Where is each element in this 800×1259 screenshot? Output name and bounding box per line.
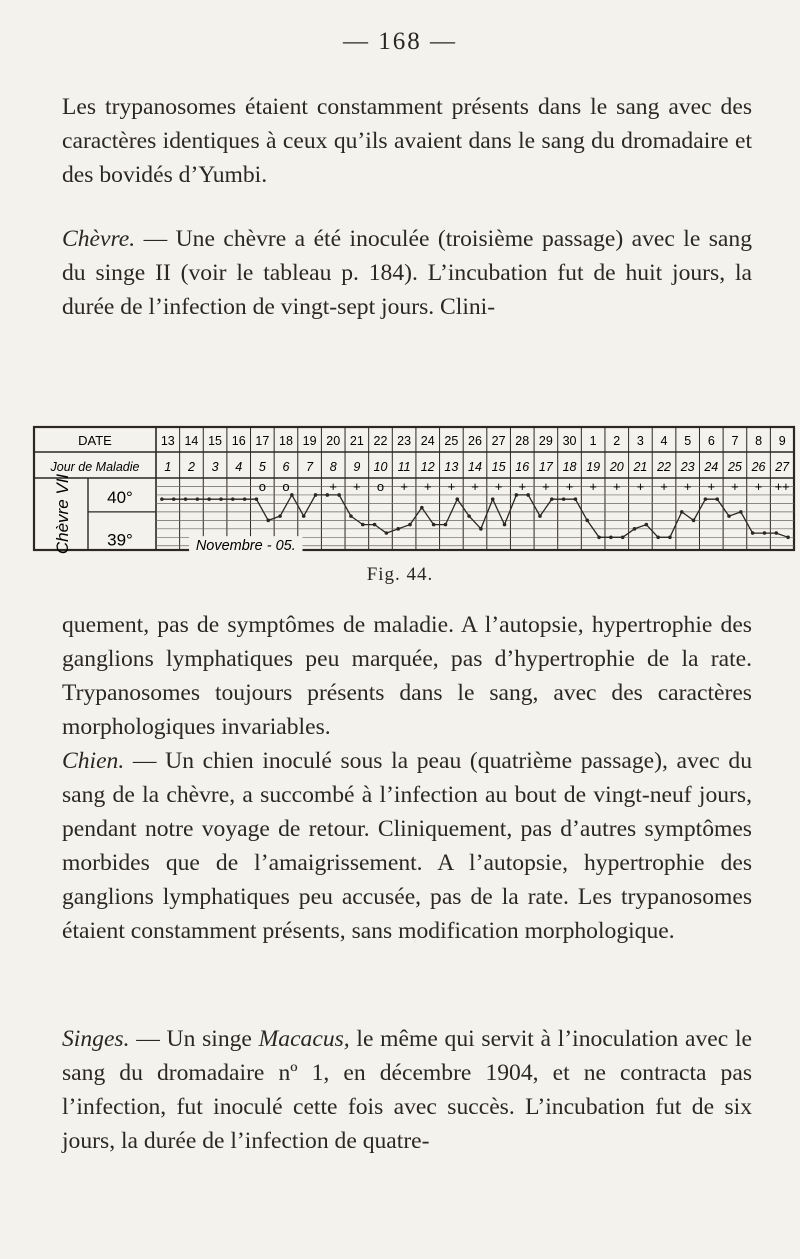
day-tick-label: 24: [704, 460, 719, 474]
parasite-marker: ++: [774, 479, 790, 494]
parasite-marker: o: [258, 479, 266, 494]
date-tick-label: 17: [255, 434, 270, 448]
paragraph-goat-lead: Chèvre.: [62, 226, 136, 252]
parasite-marker: +: [660, 479, 668, 494]
parasite-marker: +: [731, 479, 739, 494]
temperature-point: [727, 514, 731, 518]
parasite-marker: +: [494, 479, 503, 494]
month-annotation: Novembre - 05.: [195, 538, 296, 555]
date-tick-label: 26: [468, 434, 482, 448]
date-tick-label: 20: [326, 434, 341, 448]
day-tick-label: 2: [187, 460, 195, 474]
temp-label-39: 39°: [107, 530, 133, 550]
temperature-point: [290, 493, 294, 497]
date-tick-label: 8: [755, 434, 763, 448]
temperature-point: [172, 497, 176, 501]
day-tick-label: 3: [211, 460, 219, 474]
date-tick-label: 5: [684, 434, 692, 448]
date-tick-label: 21: [349, 434, 364, 448]
temperature-point: [361, 523, 365, 527]
temperature-point: [550, 497, 554, 501]
day-tick-label: 18: [562, 460, 577, 474]
temperature-point: [562, 497, 566, 501]
date-tick-label: 3: [636, 434, 644, 448]
temperature-point: [692, 519, 696, 523]
temperature-point: [266, 519, 270, 523]
date-tick-label: 6: [707, 434, 715, 448]
temperature-point: [633, 527, 637, 531]
paragraph-dog: Chien. — Un chien inoculé sous la peau (quatrième passage), avec du sang de la chèvre, a succombé à l’infection au bout de vingt-neuf jours, pendant notre voyage de retour. Cliniquement, pas d’autres symptômes morbides que de l’amaigrissement. A l’autopsie, hypertrophie des ganglions lymphatiques peu accusée, pas de la rate. Les trypanosomes étaient constamment présents, sans modification morphologique.: [62, 748, 752, 944]
temperature-point: [455, 497, 459, 501]
temperature-point: [444, 523, 448, 527]
paragraph-1: Les trypanosomes étaient constamment présents dans le sang avec des caractères identiques à ceux qu’ils avaient dans le sang du dromadaire et des bovidés d’Yumbi.: [62, 94, 752, 188]
parasite-marker: +: [589, 479, 597, 494]
day-tick-label: 17: [538, 460, 553, 474]
paragraph-dog-lead: Chien.: [62, 748, 125, 774]
temperature-point: [538, 514, 542, 518]
animal-label: Chèvre VII: [53, 473, 72, 555]
day-tick-label: 4: [235, 460, 243, 474]
parasite-marker: +: [329, 479, 338, 494]
paragraph-3: quement, pas de symptômes de maladie. A l’autopsie, hypertrophie des ganglions lymphatiques peu marquée, pas d’hypertrophie de la rate. Trypanosomes toujours présents dans le sang, avec des caractères morphologiques invariables.: [62, 612, 752, 740]
temperature-point: [326, 493, 330, 497]
temperature-point: [763, 531, 767, 535]
temperature-point: [184, 497, 188, 501]
temperature-point: [479, 527, 483, 531]
temperature-point: [408, 523, 412, 527]
parasite-marker: +: [707, 479, 716, 494]
temperature-point: [231, 497, 235, 501]
temperature-point: [420, 506, 424, 510]
temperature-point: [255, 497, 259, 501]
day-tick-label: 9: [353, 460, 361, 474]
figure-caption: Fig. 44.: [366, 564, 434, 585]
date-tick-label: 25: [444, 434, 459, 448]
temperature-point: [786, 535, 790, 539]
temperature-point: [503, 523, 507, 527]
temperature-point: [243, 497, 247, 501]
day-tick-label: 26: [751, 460, 766, 474]
temperature-line: [162, 495, 788, 537]
date-tick-label: 27: [491, 434, 506, 448]
species-name: Macacus,: [258, 1026, 350, 1052]
temperature-point: [467, 514, 471, 518]
date-tick-label: 29: [538, 434, 553, 448]
paragraph-goat: Chèvre. — Une chèvre a été inoculée (troisième passage) avec le sang du singe II (voir le tableau p. 184). L’incubation fut de huit jours, la durée de l’infection de vingt-sept jours. Clini-: [62, 226, 752, 320]
parasite-marker: +: [400, 479, 408, 494]
date-tick-label: 19: [302, 434, 317, 448]
date-tick-label: 22: [373, 434, 388, 448]
date-tick-label: 16: [231, 434, 246, 448]
day-tick-label: 14: [468, 460, 482, 474]
date-tick-label: 13: [160, 434, 175, 448]
temperature-point: [302, 514, 306, 518]
temperature-point: [160, 497, 164, 501]
parasite-marker: o: [376, 479, 385, 494]
temperature-point: [349, 514, 353, 518]
temperature-point: [704, 497, 708, 501]
day-tick-label: 6: [282, 460, 290, 474]
parasite-marker: +: [518, 479, 527, 494]
date-tick-label: 2: [613, 434, 621, 448]
day-tick-label: 1: [164, 460, 172, 474]
temperature-point: [219, 497, 223, 501]
day-tick-label: 8: [329, 460, 337, 474]
temperature-point: [585, 519, 589, 523]
day-tick-label: 5: [258, 460, 266, 474]
date-tick-label: 7: [731, 434, 739, 448]
parasite-marker: o: [282, 479, 290, 494]
day-tick-label: 15: [491, 460, 506, 474]
day-tick-label: 21: [633, 460, 648, 474]
day-tick-label: 11: [397, 460, 411, 474]
paragraph-monkeys-lead: Singes.: [62, 1026, 130, 1052]
temperature-point: [491, 497, 495, 501]
temperature-point: [645, 523, 649, 527]
page-number: — 168 —: [343, 28, 457, 55]
temperature-point: [337, 493, 341, 497]
date-tick-label: 15: [208, 434, 223, 448]
temperature-point: [515, 493, 519, 497]
parasite-marker: +: [471, 479, 479, 494]
day-tick-label: 7: [306, 460, 314, 474]
day-tick-label: 12: [420, 460, 435, 474]
day-tick-label: 13: [444, 460, 459, 474]
date-tick-label: 30: [562, 434, 577, 448]
date-tick-label: 9: [778, 434, 786, 448]
day-tick-label: 10: [373, 460, 388, 474]
parasite-marker: +: [565, 479, 574, 494]
parasite-marker: +: [636, 479, 645, 494]
date-tick-label: 14: [184, 434, 199, 448]
temperature-point: [680, 510, 684, 514]
day-tick-label: 25: [727, 460, 742, 474]
date-tick-label: 1: [589, 434, 597, 448]
day-tick-label: 20: [609, 460, 624, 474]
temp-label-40: 40°: [107, 488, 133, 508]
date-tick-label: 28: [515, 434, 530, 448]
parasite-marker: +: [542, 479, 550, 494]
parasite-marker: +: [353, 479, 361, 494]
paragraph-monkeys: Singes. — Un singe Macacus, le même qui servit à l’inoculation avec le sang du dromadaire nº 1, en décembre 1904, et ne contracta pas l’infection, fut inoculé cette fois avec succès. L’incubation fut de six jours, la durée de l’infection de quatre-: [62, 1026, 752, 1154]
temperature-point: [278, 514, 282, 518]
temperature-point: [314, 493, 318, 497]
temperature-point: [373, 523, 377, 527]
temperature-point: [396, 527, 400, 531]
temperature-point: [597, 535, 601, 539]
date-tick-label: 18: [279, 434, 293, 448]
day-tick-label: 22: [657, 460, 671, 474]
temperature-point: [656, 535, 660, 539]
temperature-point: [432, 523, 436, 527]
parasite-marker: +: [612, 479, 621, 494]
day-tick-label: 16: [515, 460, 530, 474]
date-row-label: DATE: [78, 433, 112, 448]
temperature-point: [668, 535, 672, 539]
parasite-marker: +: [423, 479, 432, 494]
temperature-point: [751, 531, 755, 535]
chart-frame: [34, 427, 794, 550]
temperature-point: [526, 493, 530, 497]
day-tick-label: 19: [586, 460, 601, 474]
day-tick-label: 23: [680, 460, 695, 474]
date-tick-label: 24: [420, 434, 435, 448]
temperature-point: [739, 510, 743, 514]
temperature-point: [715, 497, 719, 501]
temperature-point: [621, 535, 625, 539]
temperature-point: [207, 497, 211, 501]
temperature-point: [774, 531, 778, 535]
day-tick-label: 27: [775, 460, 790, 474]
date-tick-label: 23: [397, 434, 412, 448]
temperature-point: [196, 497, 200, 501]
temperature-point: [609, 535, 613, 539]
temperature-point: [574, 497, 578, 501]
date-tick-label: 4: [660, 434, 668, 448]
temperature-point: [385, 531, 389, 535]
parasite-marker: +: [447, 479, 456, 494]
parasite-marker: +: [683, 479, 692, 494]
temperature-chart: [0, 0, 800, 560]
parasite-marker: +: [754, 479, 763, 494]
day-row-label: Jour de Maladie: [50, 460, 140, 474]
